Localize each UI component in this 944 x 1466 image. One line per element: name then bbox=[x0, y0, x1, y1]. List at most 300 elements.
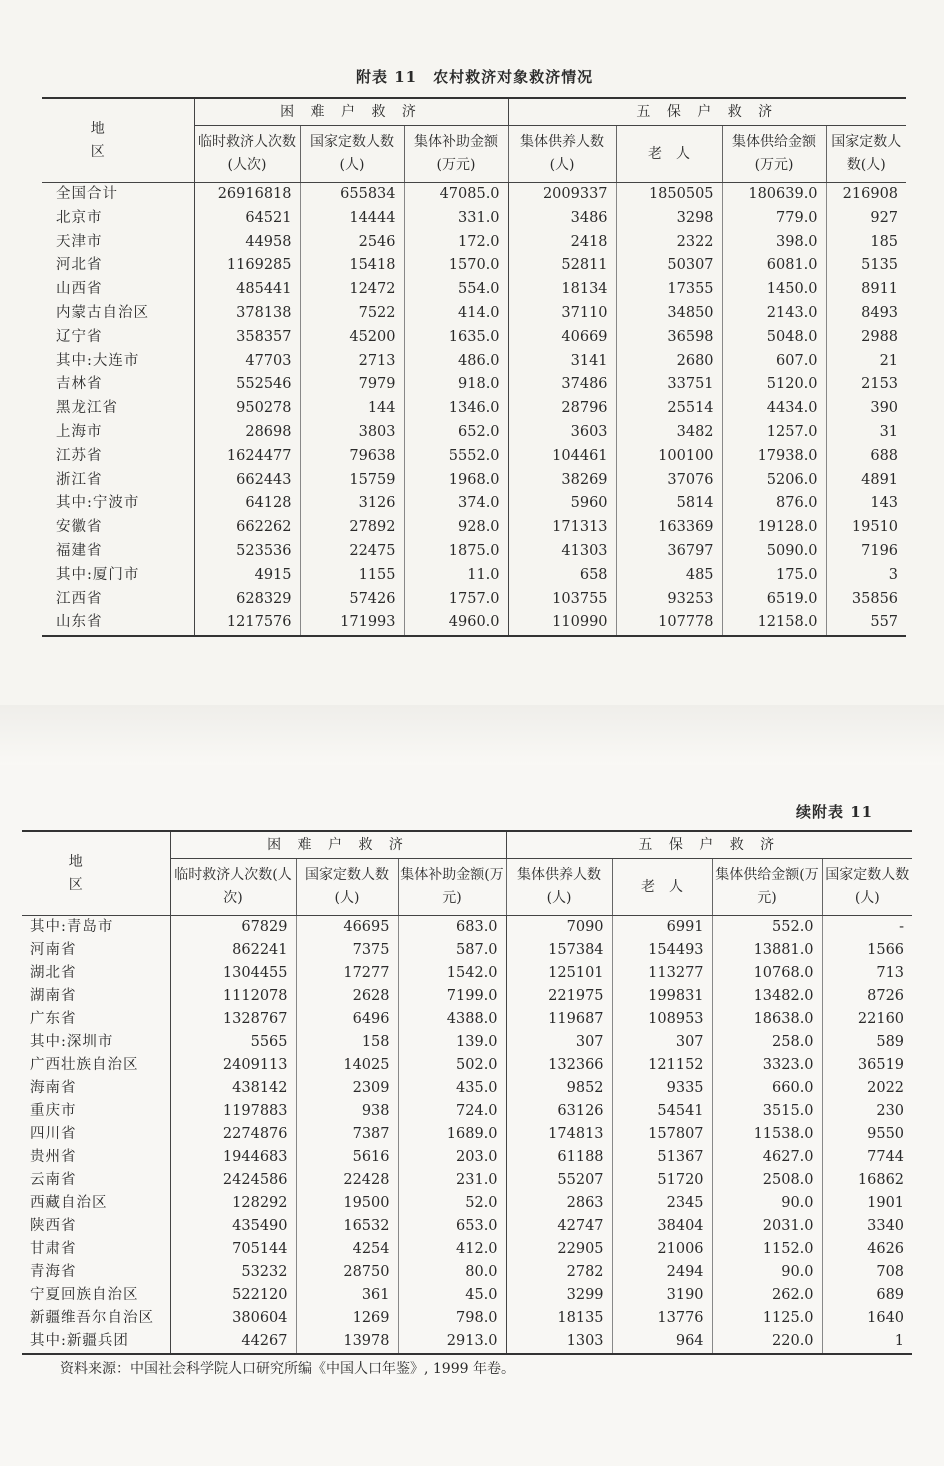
value-cell: 34850 bbox=[616, 302, 722, 326]
table-row bbox=[42, 397, 906, 421]
value-cell: 927 bbox=[870, 209, 899, 226]
value-cell: 378138 bbox=[194, 302, 300, 326]
region-cell: 贵州省 bbox=[22, 1146, 170, 1169]
region-cell: 西藏自治区 bbox=[22, 1192, 170, 1215]
value-cell: 779.0 bbox=[722, 207, 826, 231]
value-cell: 552546 bbox=[194, 373, 300, 397]
value-cell: 37110 bbox=[508, 302, 616, 326]
table-row bbox=[22, 1215, 912, 1238]
value-cell: 64521 bbox=[194, 207, 300, 231]
value-cell: 683.0 bbox=[398, 916, 506, 940]
value-cell: 1757.0 bbox=[404, 588, 508, 612]
value-cell: 1850505 bbox=[616, 183, 722, 207]
region-cell: 山西省 bbox=[42, 278, 194, 302]
value-cell: 689 bbox=[876, 1287, 905, 1303]
value-cell: 11538.0 bbox=[712, 1123, 822, 1146]
value-cell: 163369 bbox=[616, 516, 722, 540]
value-cell: 2309 bbox=[296, 1077, 398, 1100]
value-cell: 113277 bbox=[612, 962, 712, 985]
table-row bbox=[42, 445, 906, 469]
value-cell: 4388.0 bbox=[398, 1008, 506, 1031]
value-cell: 435.0 bbox=[398, 1077, 506, 1100]
value-cell: 10768.0 bbox=[712, 962, 822, 985]
value-cell: 485441 bbox=[194, 278, 300, 302]
value-cell: 2508.0 bbox=[712, 1169, 822, 1192]
value-cell: 28796 bbox=[508, 397, 616, 421]
value-cell: 713 bbox=[876, 965, 905, 981]
value-cell: 1901 bbox=[867, 1195, 905, 1211]
value-cell: 1125.0 bbox=[712, 1307, 822, 1330]
value-cell: 36598 bbox=[616, 326, 722, 350]
value-cell: 11.0 bbox=[404, 564, 508, 588]
table-row bbox=[22, 1192, 912, 1215]
value-cell: 44267 bbox=[170, 1330, 296, 1354]
value-cell: 522120 bbox=[170, 1284, 296, 1307]
region-cell: 内蒙古自治区 bbox=[42, 302, 194, 326]
region-cell: 其中:宁波市 bbox=[42, 492, 194, 516]
region-cell: 甘肃省 bbox=[22, 1238, 170, 1261]
table-row bbox=[42, 540, 906, 564]
col-state-quota-2: 国家定数人数(人) bbox=[826, 126, 906, 183]
value-cell: 7979 bbox=[300, 373, 404, 397]
table-row bbox=[42, 492, 906, 516]
value-cell: 15418 bbox=[300, 254, 404, 278]
value-cell: 2409113 bbox=[170, 1054, 296, 1077]
value-cell: 154493 bbox=[612, 939, 712, 962]
value-cell: 185 bbox=[870, 233, 899, 250]
table-row bbox=[22, 1123, 912, 1146]
value-cell: 3603 bbox=[508, 421, 616, 445]
value-cell: 589 bbox=[876, 1034, 905, 1050]
region-header: 地 区 bbox=[42, 98, 194, 183]
value-cell: 22428 bbox=[296, 1169, 398, 1192]
value-cell: 28750 bbox=[296, 1261, 398, 1284]
value-cell: 80.0 bbox=[398, 1261, 506, 1284]
region-cell: 四川省 bbox=[22, 1123, 170, 1146]
table-row bbox=[42, 373, 906, 397]
group-header-difficult: 困 难 户 救 济 bbox=[194, 98, 508, 126]
value-cell: 2418 bbox=[508, 231, 616, 255]
value-cell: 41303 bbox=[508, 540, 616, 564]
page-gap bbox=[0, 705, 944, 765]
value-cell: 221975 bbox=[506, 985, 612, 1008]
table-row bbox=[42, 421, 906, 445]
value-cell: 9550 bbox=[867, 1126, 905, 1142]
region-cell: 云南省 bbox=[22, 1169, 170, 1192]
value-cell: 653.0 bbox=[398, 1215, 506, 1238]
value-cell: 21 bbox=[879, 352, 899, 369]
region-cell: 吉林省 bbox=[42, 373, 194, 397]
value-cell: 2713 bbox=[300, 350, 404, 374]
col-temp-relief: 临时救济人次数(人次) bbox=[170, 859, 296, 916]
value-cell: 220.0 bbox=[712, 1330, 822, 1354]
value-cell: 25514 bbox=[616, 397, 722, 421]
value-cell: 51720 bbox=[612, 1169, 712, 1192]
value-cell: 9852 bbox=[506, 1077, 612, 1100]
value-cell: 1328767 bbox=[170, 1008, 296, 1031]
value-cell: 3 bbox=[888, 566, 899, 583]
value-cell: 2274876 bbox=[170, 1123, 296, 1146]
value-cell: 652.0 bbox=[404, 421, 508, 445]
value-cell: 14444 bbox=[300, 207, 404, 231]
value-cell: 90.0 bbox=[712, 1261, 822, 1284]
value-cell: 307 bbox=[612, 1031, 712, 1054]
value-cell: 2628 bbox=[296, 985, 398, 1008]
value-cell: 44958 bbox=[194, 231, 300, 255]
value-cell: 876.0 bbox=[722, 492, 826, 516]
value-cell: 13482.0 bbox=[712, 985, 822, 1008]
value-cell: 52811 bbox=[508, 254, 616, 278]
value-cell: 3299 bbox=[506, 1284, 612, 1307]
value-cell: 1944683 bbox=[170, 1146, 296, 1169]
region-cell: 上海市 bbox=[42, 421, 194, 445]
table-row bbox=[42, 350, 906, 374]
value-cell: 3340 bbox=[867, 1218, 905, 1234]
table-row bbox=[42, 302, 906, 326]
value-cell: 6081.0 bbox=[722, 254, 826, 278]
value-cell: 18638.0 bbox=[712, 1008, 822, 1031]
value-cell: 90.0 bbox=[712, 1192, 822, 1215]
value-cell: 862241 bbox=[170, 939, 296, 962]
value-cell: 157384 bbox=[506, 939, 612, 962]
value-cell: 3486 bbox=[508, 207, 616, 231]
value-cell: 4434.0 bbox=[722, 397, 826, 421]
table-row bbox=[22, 985, 912, 1008]
value-cell: 1640 bbox=[867, 1310, 905, 1326]
region-cell: 浙江省 bbox=[42, 469, 194, 493]
table-row bbox=[22, 1261, 912, 1284]
value-cell: 26916818 bbox=[194, 183, 300, 207]
value-cell: 180639.0 bbox=[722, 183, 826, 207]
source-note: 资料来源：中国社会科学院人口研究所编《中国人口年鉴》, 1999 年卷。 bbox=[60, 1361, 515, 1377]
value-cell: 3482 bbox=[616, 421, 722, 445]
value-cell: 1968.0 bbox=[404, 469, 508, 493]
value-cell: 552.0 bbox=[712, 916, 822, 940]
value-cell: 1197883 bbox=[170, 1100, 296, 1123]
value-cell: 938 bbox=[296, 1100, 398, 1123]
value-cell: 15759 bbox=[300, 469, 404, 493]
value-cell: 35856 bbox=[851, 590, 899, 607]
col-collective-support: 集体供养人数(人) bbox=[508, 126, 616, 183]
value-cell: 7522 bbox=[300, 302, 404, 326]
value-cell: 662262 bbox=[194, 516, 300, 540]
value-cell: 139.0 bbox=[398, 1031, 506, 1054]
region-cell: 青海省 bbox=[22, 1261, 170, 1284]
region-cell: 陕西省 bbox=[22, 1215, 170, 1238]
value-cell: 2988 bbox=[861, 328, 899, 345]
value-cell: 2322 bbox=[616, 231, 722, 255]
value-cell: 175.0 bbox=[722, 564, 826, 588]
value-cell: 172.0 bbox=[404, 231, 508, 255]
region-cell: 全国合计 bbox=[42, 183, 194, 207]
table-row bbox=[22, 1238, 912, 1261]
value-cell: 628329 bbox=[194, 588, 300, 612]
region-cell: 宁夏回族自治区 bbox=[22, 1284, 170, 1307]
col-temp-relief: 临时救济人次数(人次) bbox=[194, 126, 300, 183]
region-cell: 广西壮族自治区 bbox=[22, 1054, 170, 1077]
value-cell: 1169285 bbox=[194, 254, 300, 278]
value-cell: 4254 bbox=[296, 1238, 398, 1261]
value-cell: 47703 bbox=[194, 350, 300, 374]
region-cell: 其中:青岛市 bbox=[22, 916, 170, 940]
table-row bbox=[22, 939, 912, 962]
value-cell: 8911 bbox=[861, 281, 899, 298]
table-row bbox=[42, 588, 906, 612]
value-cell: 216908 bbox=[842, 186, 899, 202]
value-cell: 2494 bbox=[612, 1261, 712, 1284]
value-cell: 57426 bbox=[300, 588, 404, 612]
value-cell: 1217576 bbox=[194, 611, 300, 636]
value-cell: 2424586 bbox=[170, 1169, 296, 1192]
table-row bbox=[42, 564, 906, 588]
value-cell: 158 bbox=[296, 1031, 398, 1054]
group-header-five-guarantee: 五 保 户 救 济 bbox=[506, 831, 912, 859]
region-cell: 福建省 bbox=[42, 540, 194, 564]
value-cell: 125101 bbox=[506, 962, 612, 985]
col-collective-amount: 集体供给金额(万元) bbox=[712, 859, 822, 916]
value-cell: 2863 bbox=[506, 1192, 612, 1215]
value-cell: 31 bbox=[879, 423, 899, 440]
region-cell: 其中:大连市 bbox=[42, 350, 194, 374]
value-cell: 53232 bbox=[170, 1261, 296, 1284]
value-cell: 67829 bbox=[170, 916, 296, 940]
value-cell: 5048.0 bbox=[722, 326, 826, 350]
value-cell: 798.0 bbox=[398, 1307, 506, 1330]
value-cell: 2143.0 bbox=[722, 302, 826, 326]
value-cell: 22160 bbox=[857, 1011, 905, 1027]
value-cell: 7375 bbox=[296, 939, 398, 962]
value-cell: 724.0 bbox=[398, 1100, 506, 1123]
value-cell: 64128 bbox=[194, 492, 300, 516]
value-cell: 1624477 bbox=[194, 445, 300, 469]
col-collective-support: 集体供养人数(人) bbox=[506, 859, 612, 916]
region-header: 地 区 bbox=[22, 831, 170, 916]
table-row bbox=[22, 916, 912, 940]
value-cell: 5090.0 bbox=[722, 540, 826, 564]
region-cell: 天津市 bbox=[42, 231, 194, 255]
region-cell: 北京市 bbox=[42, 207, 194, 231]
value-cell: 2680 bbox=[616, 350, 722, 374]
value-cell: 3190 bbox=[612, 1284, 712, 1307]
value-cell: 42747 bbox=[506, 1215, 612, 1238]
value-cell: 203.0 bbox=[398, 1146, 506, 1169]
table-row bbox=[22, 1008, 912, 1031]
value-cell: 19510 bbox=[851, 519, 899, 536]
value-cell: 7199.0 bbox=[398, 985, 506, 1008]
region-cell: 其中:厦门市 bbox=[42, 564, 194, 588]
table-row bbox=[22, 1307, 912, 1330]
value-cell: 361 bbox=[296, 1284, 398, 1307]
value-cell: 108953 bbox=[612, 1008, 712, 1031]
value-cell: 1303 bbox=[506, 1330, 612, 1354]
value-cell: 5552.0 bbox=[404, 445, 508, 469]
col-collective-amount: 集体供给金额(万元) bbox=[722, 126, 826, 183]
value-cell: 143 bbox=[870, 495, 899, 512]
value-cell: 6991 bbox=[612, 916, 712, 940]
value-cell: 658 bbox=[508, 564, 616, 588]
value-cell: 7196 bbox=[861, 542, 899, 559]
value-cell: 17938.0 bbox=[722, 445, 826, 469]
table-row bbox=[42, 516, 906, 540]
value-cell: 398.0 bbox=[722, 231, 826, 255]
value-cell: 47085.0 bbox=[404, 183, 508, 207]
value-cell: 1566 bbox=[867, 942, 905, 958]
value-cell: 4891 bbox=[861, 471, 899, 488]
table-row bbox=[42, 469, 906, 493]
table-row bbox=[22, 1100, 912, 1123]
region-cell: 江苏省 bbox=[42, 445, 194, 469]
group-header-five-guarantee: 五 保 户 救 济 bbox=[508, 98, 906, 126]
value-cell: 174813 bbox=[506, 1123, 612, 1146]
value-cell: 231.0 bbox=[398, 1169, 506, 1192]
table-row bbox=[22, 962, 912, 985]
value-cell: 2031.0 bbox=[712, 1215, 822, 1238]
table-row bbox=[22, 1330, 912, 1354]
value-cell: 4915 bbox=[194, 564, 300, 588]
table-row bbox=[22, 1284, 912, 1307]
value-cell: 13881.0 bbox=[712, 939, 822, 962]
table1-title: 附表 11 农村救济对象救济情况 bbox=[356, 68, 594, 86]
value-cell: 964 bbox=[612, 1330, 712, 1354]
value-cell: 121152 bbox=[612, 1054, 712, 1077]
value-cell: 17355 bbox=[616, 278, 722, 302]
col-elderly: 老 人 bbox=[616, 126, 722, 183]
value-cell: 5206.0 bbox=[722, 469, 826, 493]
value-cell: 1304455 bbox=[170, 962, 296, 985]
value-cell: 110990 bbox=[508, 611, 616, 636]
value-cell: 45.0 bbox=[398, 1284, 506, 1307]
value-cell: 2782 bbox=[506, 1261, 612, 1284]
value-cell: 104461 bbox=[508, 445, 616, 469]
value-cell: 705144 bbox=[170, 1238, 296, 1261]
table-row bbox=[42, 278, 906, 302]
value-cell: 54541 bbox=[612, 1100, 712, 1123]
value-cell: 438142 bbox=[170, 1077, 296, 1100]
value-cell: 5616 bbox=[296, 1146, 398, 1169]
value-cell: 3298 bbox=[616, 207, 722, 231]
value-cell: 655834 bbox=[300, 183, 404, 207]
value-cell: 52.0 bbox=[398, 1192, 506, 1215]
value-cell: 93253 bbox=[616, 588, 722, 612]
value-cell: 2913.0 bbox=[398, 1330, 506, 1354]
value-cell: 262.0 bbox=[712, 1284, 822, 1307]
value-cell: 18134 bbox=[508, 278, 616, 302]
value-cell: 4626 bbox=[867, 1241, 905, 1257]
value-cell: 37486 bbox=[508, 373, 616, 397]
value-cell: 587.0 bbox=[398, 939, 506, 962]
table-row bbox=[22, 1031, 912, 1054]
value-cell: 1155 bbox=[300, 564, 404, 588]
value-cell: 28698 bbox=[194, 421, 300, 445]
value-cell: 660.0 bbox=[712, 1077, 822, 1100]
value-cell: 22905 bbox=[506, 1238, 612, 1261]
value-cell: 258.0 bbox=[712, 1031, 822, 1054]
table-row bbox=[22, 1054, 912, 1077]
value-cell: 708 bbox=[876, 1264, 905, 1280]
table-row bbox=[22, 1077, 912, 1100]
value-cell: 5814 bbox=[616, 492, 722, 516]
value-cell: 918.0 bbox=[404, 373, 508, 397]
value-cell: 21006 bbox=[612, 1238, 712, 1261]
value-cell: 9335 bbox=[612, 1077, 712, 1100]
value-cell: 171993 bbox=[300, 611, 404, 636]
value-cell: 19128.0 bbox=[722, 516, 826, 540]
value-cell: 390 bbox=[870, 400, 899, 417]
value-cell: 1635.0 bbox=[404, 326, 508, 350]
value-cell: 1 bbox=[894, 1333, 905, 1349]
value-cell: 230 bbox=[876, 1103, 905, 1119]
value-cell: 51367 bbox=[612, 1146, 712, 1169]
value-cell: 6519.0 bbox=[722, 588, 826, 612]
value-cell: 16862 bbox=[857, 1172, 905, 1188]
region-cell: 其中:深圳市 bbox=[22, 1031, 170, 1054]
value-cell: 55207 bbox=[506, 1169, 612, 1192]
region-cell: 湖北省 bbox=[22, 962, 170, 985]
value-cell: 3126 bbox=[300, 492, 404, 516]
value-cell: 5565 bbox=[170, 1031, 296, 1054]
value-cell: 2153 bbox=[861, 376, 899, 393]
value-cell: 8726 bbox=[867, 988, 905, 1004]
region-cell: 河南省 bbox=[22, 939, 170, 962]
value-cell: 38269 bbox=[508, 469, 616, 493]
value-cell: 13978 bbox=[296, 1330, 398, 1354]
value-cell: 16532 bbox=[296, 1215, 398, 1238]
value-cell: 928.0 bbox=[404, 516, 508, 540]
region-cell: 其中:新疆兵团 bbox=[22, 1330, 170, 1354]
value-cell: 1346.0 bbox=[404, 397, 508, 421]
value-cell: 171313 bbox=[508, 516, 616, 540]
value-cell: 557 bbox=[870, 614, 899, 631]
value-cell: 37076 bbox=[616, 469, 722, 493]
value-cell: 1689.0 bbox=[398, 1123, 506, 1146]
value-cell: 50307 bbox=[616, 254, 722, 278]
value-cell: 61188 bbox=[506, 1146, 612, 1169]
value-cell: 1257.0 bbox=[722, 421, 826, 445]
value-cell: 17277 bbox=[296, 962, 398, 985]
value-cell: 18135 bbox=[506, 1307, 612, 1330]
value-cell: 45200 bbox=[300, 326, 404, 350]
value-cell: 485 bbox=[616, 564, 722, 588]
value-cell: 607.0 bbox=[722, 350, 826, 374]
value-cell: 307 bbox=[506, 1031, 612, 1054]
value-cell: 4960.0 bbox=[404, 611, 508, 636]
value-cell: 103755 bbox=[508, 588, 616, 612]
value-cell: 157807 bbox=[612, 1123, 712, 1146]
value-cell: 662443 bbox=[194, 469, 300, 493]
value-cell: 523536 bbox=[194, 540, 300, 564]
value-cell: 2546 bbox=[300, 231, 404, 255]
region-cell: 江西省 bbox=[42, 588, 194, 612]
value-cell: 12472 bbox=[300, 278, 404, 302]
value-cell: 4627.0 bbox=[712, 1146, 822, 1169]
value-cell: 3141 bbox=[508, 350, 616, 374]
region-cell: 辽宁省 bbox=[42, 326, 194, 350]
value-cell: 7090 bbox=[506, 916, 612, 940]
value-cell: 435490 bbox=[170, 1215, 296, 1238]
value-cell: 119687 bbox=[506, 1008, 612, 1031]
value-cell: 554.0 bbox=[404, 278, 508, 302]
value-cell: 14025 bbox=[296, 1054, 398, 1077]
value-cell: 1570.0 bbox=[404, 254, 508, 278]
value-cell: 2022 bbox=[867, 1080, 905, 1096]
value-cell: 5135 bbox=[861, 257, 899, 274]
group-header-difficult: 困 难 户 救 济 bbox=[170, 831, 506, 859]
value-cell: 46695 bbox=[296, 916, 398, 940]
value-cell: 107778 bbox=[616, 611, 722, 636]
value-cell: 3803 bbox=[300, 421, 404, 445]
value-cell: 27892 bbox=[300, 516, 404, 540]
value-cell: 7387 bbox=[296, 1123, 398, 1146]
